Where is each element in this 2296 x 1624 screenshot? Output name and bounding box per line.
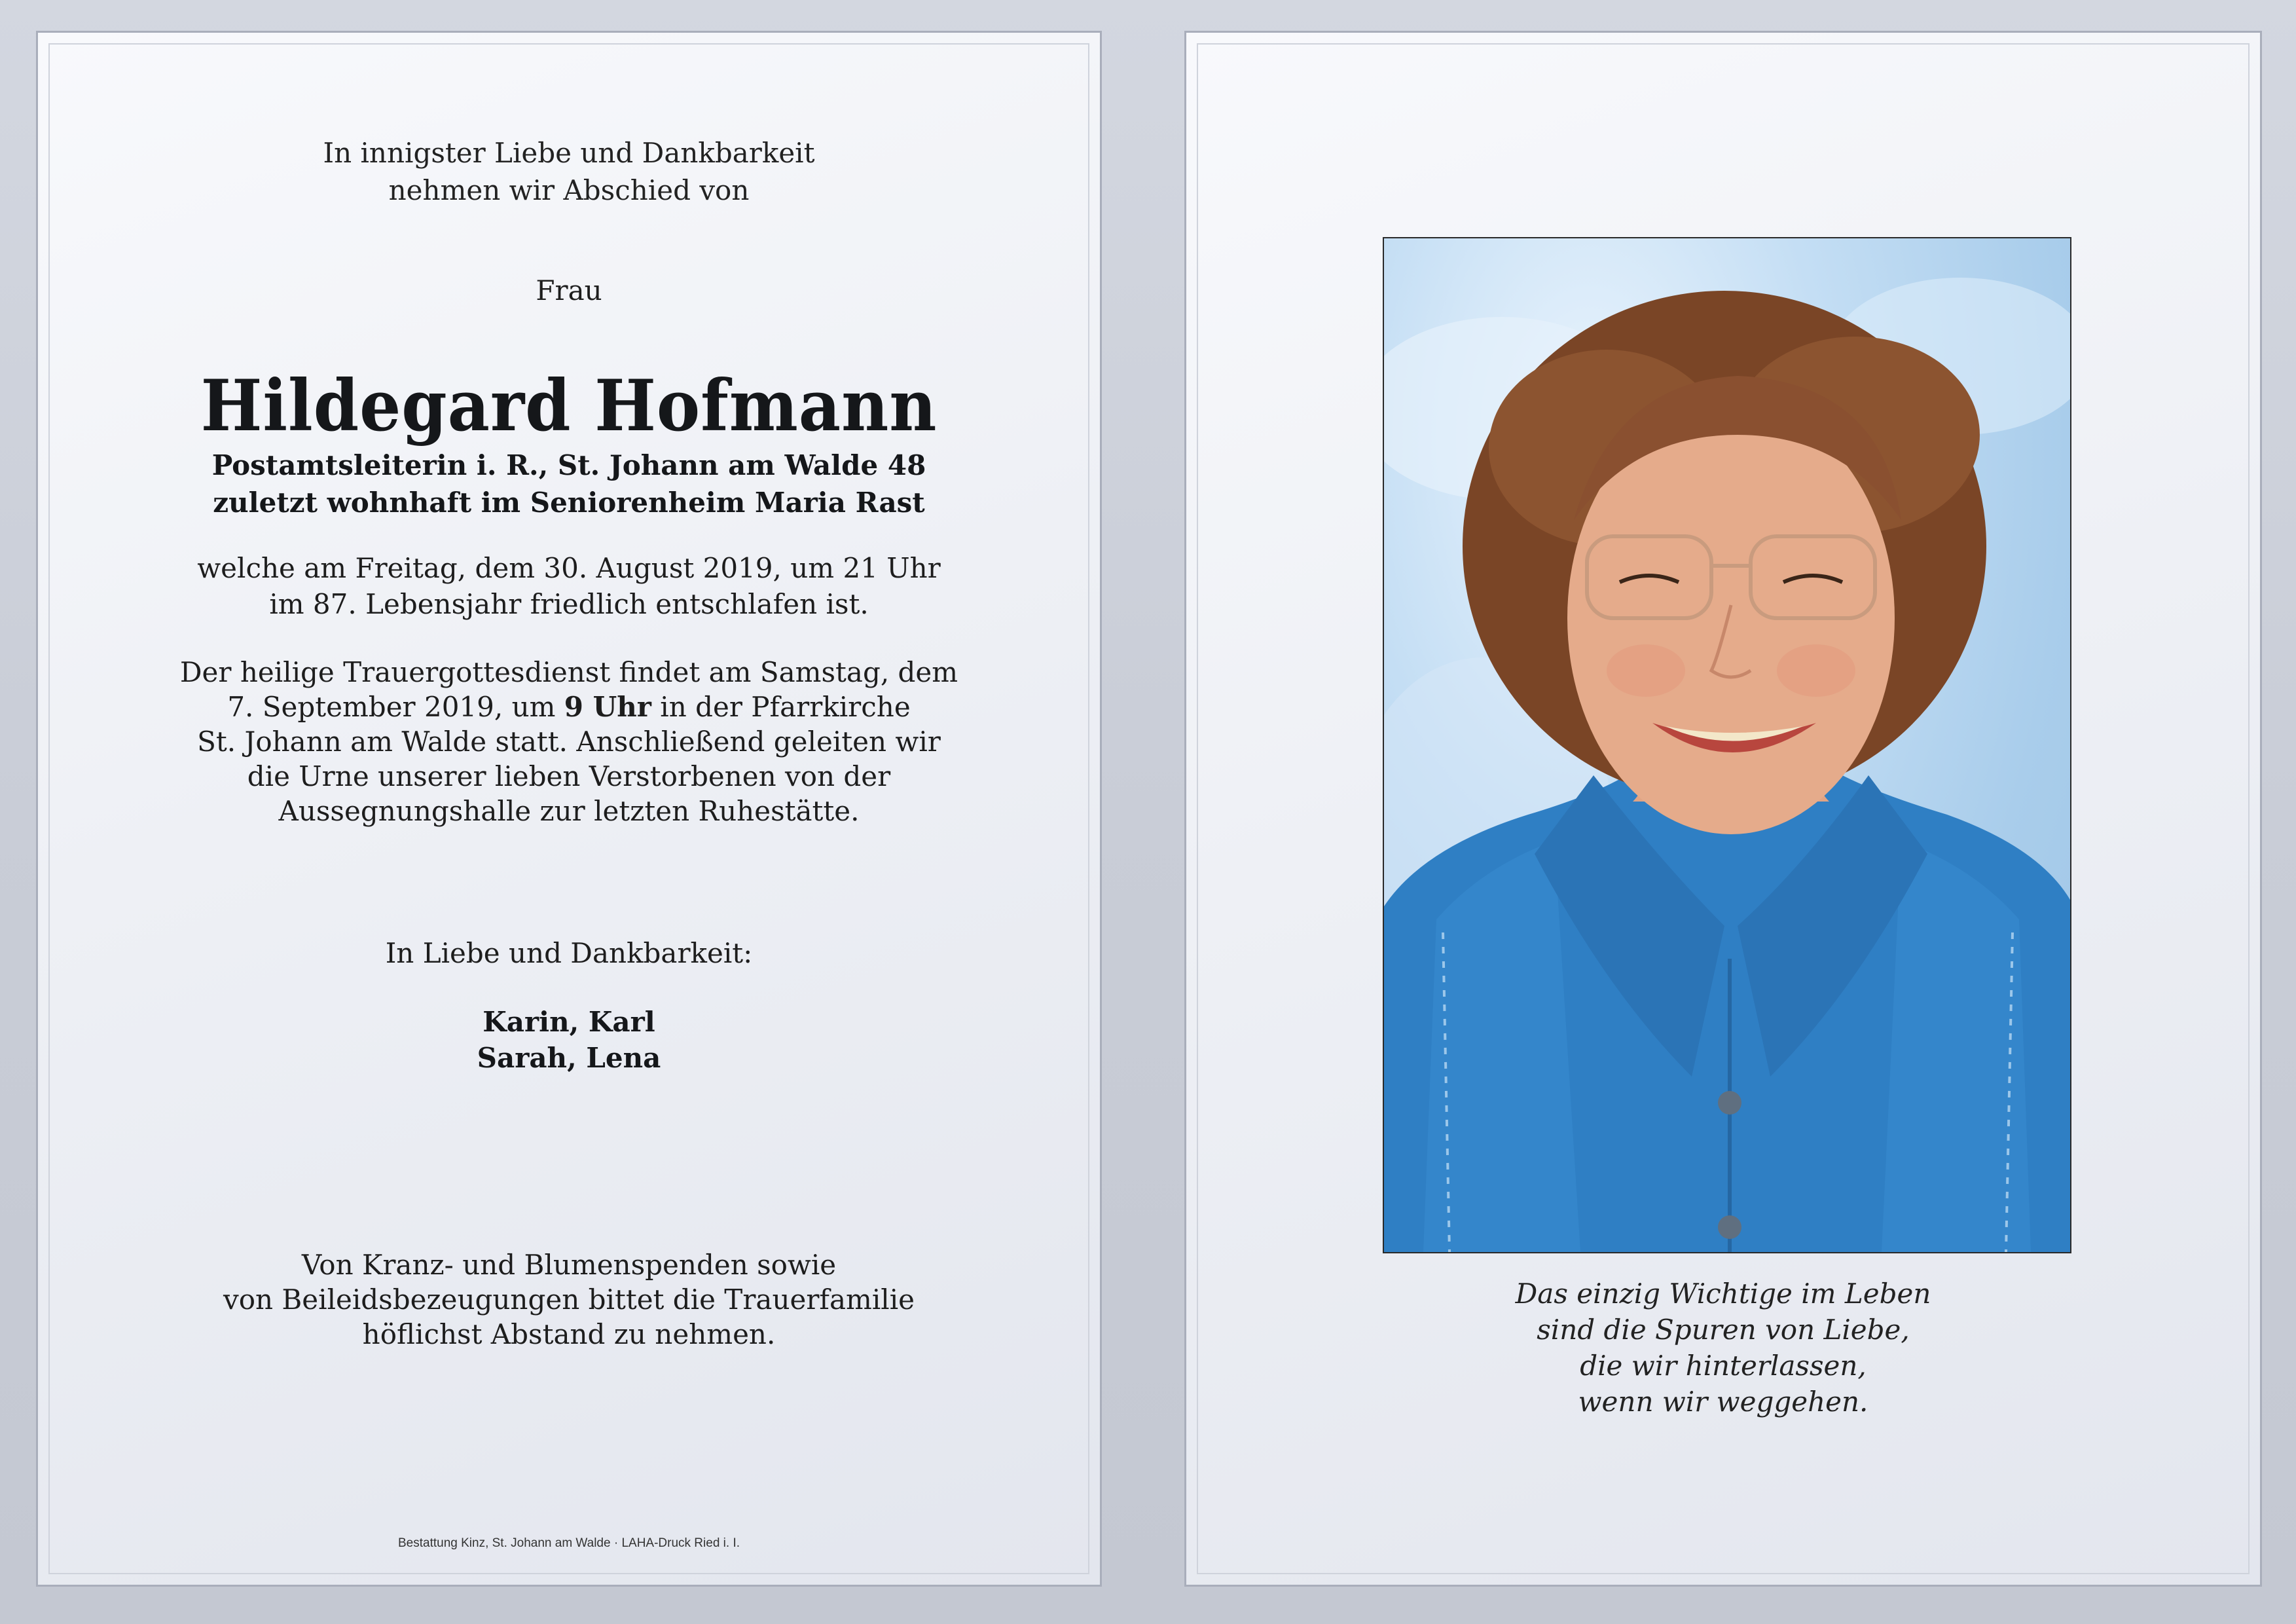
deceased-subtitle bbox=[38, 447, 1100, 521]
right-page bbox=[1186, 33, 2260, 1585]
donation-line-3: höflichst Abstand zu nehmen. bbox=[362, 1318, 776, 1350]
intro-line-1: In innigster Liebe und Dankbarkeit bbox=[323, 137, 815, 169]
portrait-photo bbox=[1383, 237, 2071, 1253]
closing-line: In Liebe und Dankbarkeit: bbox=[385, 937, 753, 969]
quote-line-2: sind die Spuren von Liebe, bbox=[1537, 1314, 1910, 1346]
portrait-illustration bbox=[1384, 238, 2070, 1252]
subtitle-line-1: Postamtsleiterin i. R., St. Johann am Walde 48 bbox=[211, 449, 926, 481]
subtitle-line-2: zuletzt wohnhaft im Seniorenheim Maria Rast bbox=[213, 487, 925, 519]
salutation: Frau bbox=[536, 274, 602, 306]
service-notice bbox=[38, 655, 1100, 828]
left-page bbox=[38, 33, 1100, 1585]
intro-text bbox=[38, 134, 1100, 209]
quote-line-1: Das einzig Wichtige im Leben bbox=[1515, 1278, 1931, 1310]
printer-footer: Bestattung Kinz, St. Johann am Walde · LAHA-Druck Ried i. I. bbox=[397, 1536, 740, 1550]
death-notice-line-1: welche am Freitag, dem 30. August 2019, um 21 Uhr bbox=[197, 552, 941, 584]
service-line-2-post: in der Pfarrkirche bbox=[651, 691, 911, 723]
death-notice-line-2: im 87. Lebensjahr friedlich entschlafen ist. bbox=[269, 588, 869, 620]
service-time: 9 Uhr bbox=[564, 691, 651, 723]
service-line-2-pre: 7. September 2019, um bbox=[227, 691, 564, 723]
quote-line-4: wenn wir weggehen. bbox=[1578, 1386, 1868, 1418]
quote-line-3: die wir hinterlassen, bbox=[1580, 1350, 1867, 1382]
donation-line-2: von Beileidsbezeugungen bittet die Trauerfamilie bbox=[223, 1283, 915, 1316]
donation-line-1: Von Kranz- und Blumenspenden sowie bbox=[301, 1249, 837, 1281]
service-line-5: Aussegnungshalle zur letzten Ruhestätte. bbox=[278, 795, 860, 827]
donation-note bbox=[38, 1247, 1100, 1352]
family-line-2: Sarah, Lena bbox=[477, 1042, 661, 1074]
family-names bbox=[38, 1004, 1100, 1076]
service-line-1: Der heilige Trauergottesdienst findet am Samstag, dem bbox=[179, 656, 958, 688]
deceased-name: Hildegard Hofmann bbox=[200, 365, 938, 447]
memorial-quote bbox=[1186, 1276, 2260, 1420]
service-line-3: St. Johann am Walde statt. Anschließend geleiten wir bbox=[197, 726, 941, 758]
death-notice bbox=[38, 550, 1100, 622]
service-line-4: die Urne unserer lieben Verstorbenen von der bbox=[247, 760, 891, 792]
service-line-2 bbox=[38, 690, 1100, 724]
intro-line-2: nehmen wir Abschied von bbox=[388, 174, 750, 206]
family-line-1: Karin, Karl bbox=[483, 1006, 655, 1038]
